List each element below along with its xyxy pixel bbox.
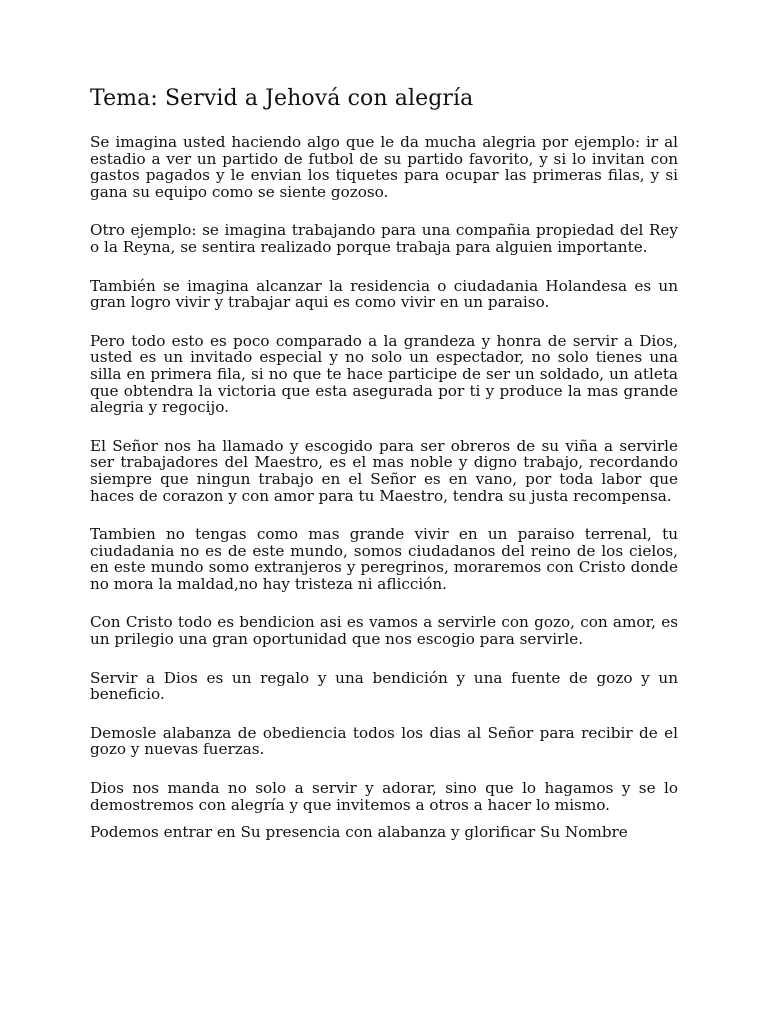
paragraph-9: Demosle alabanza de obediencia todos los dias al Señor para recibir de el gozo y nuevas fuerzas. — [90, 723, 678, 759]
paragraph-7: Con Cristo todo es bendicion asi es vamos a servirle con gozo, con amor, es un prilegio una gran oportunidad que nos escogio para servirle. — [90, 613, 678, 649]
paragraph-6: Tambien no tengas como mas grande vivir en un paraiso terrenal, tu ciudadania no es de este mundo, somos ciudadanos del reino de los cielos, en este mundo somo extranjeros y peregrinos, moraremos con Cristo donde no mora la maldad,no hay tristeza ni aflicción. — [90, 525, 678, 593]
paragraph-1: Se imagina usted haciendo algo que le da mucha alegria por ejemplo: ir al estadio a ver un partido de futbol de su partido favorito, y si lo invitan con gastos pagados y le envian los tiquetes para ocupar las primeras filas, y si gana su equipo como se siente gozoso. — [90, 133, 678, 201]
document-page — [90, 86, 678, 841]
closing-line: Podemos entrar en Su presencia con alabanza y glorificar Su Nombre — [90, 823, 628, 842]
paragraph-2: Otro ejemplo: se imagina trabajando para una compañia propiedad del Rey o la Reyna, se sentira realizado porque trabaja para alguien importante. — [90, 221, 678, 256]
paragraph-10: Dios nos manda no solo a servir y adorar, sino que lo hagamos y se lo demostremos con alegría y que invitemos a otros a hacer lo mismo. — [90, 779, 678, 814]
paragraph-3: También se imagina alcanzar la residencia o ciudadania Holandesa es un gran logro vivir y trabajar aqui es como vivir en un paraiso. — [90, 276, 678, 312]
document-title: Tema: Servid a Jehová con alegría — [90, 86, 474, 111]
paragraph-5: El Señor nos ha llamado y escogido para ser obreros de su viña a servirle ser trabajadores del Maestro, es el mas noble y digno trabajo, recordando siempre que ningun trabajo en el Señor es en vano, por toda labor que haces de corazon y con amor para tu Maestro, tendra su justa recompensa. — [90, 436, 678, 505]
paragraph-4: Pero todo esto es poco comparado a la grandeza y honra de servir a Dios, usted es un invitado especial y no solo un espectador, no solo tienes una silla en primera fila, si no que te hace participe de ser un soldado, un atleta que obtendra la victoria que esta asegurada por ti y produce la mas grande alegria y regocijo. — [90, 331, 678, 417]
paragraph-8: Servir a Dios es un regalo y una bendición y una fuente de gozo y un beneficio. — [90, 668, 678, 704]
